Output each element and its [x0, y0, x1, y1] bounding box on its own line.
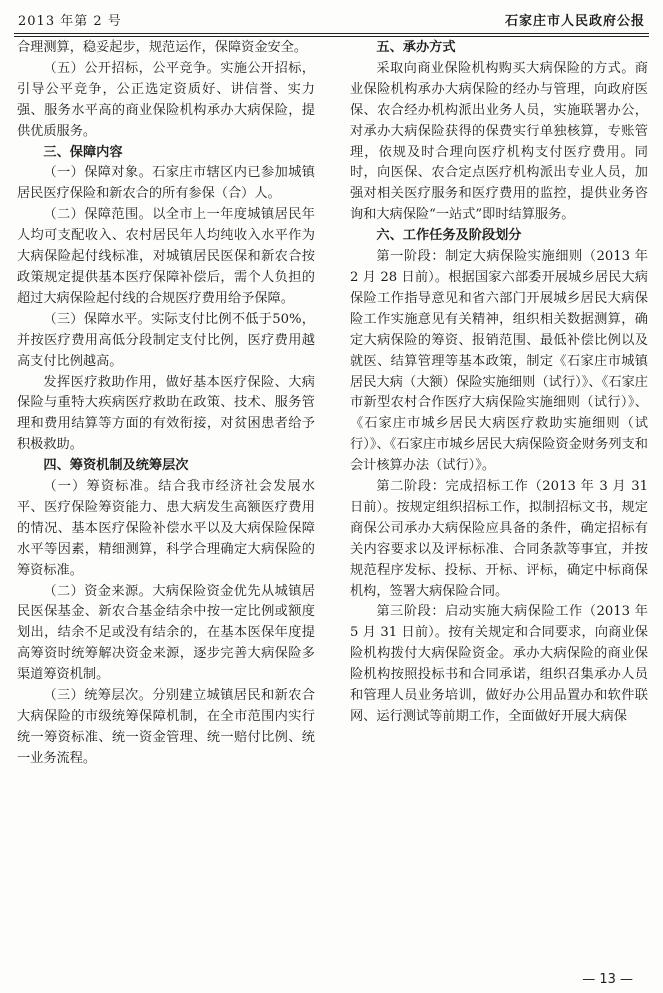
header-rule-thin	[14, 36, 649, 37]
paragraph: 第一阶段：制定大病保险实施细则（2013 年 2 月 28 日前）。根据国家六部委开展城乡居民大病保险工作指导意见和省六部门开展城乡居民大病保险工作实施意见有关精神，组织相关数据测算，确定大病保险的筹资、报销范围、最低补偿比例以及就医、结算管理等基本政策，制定《石家庄市城镇居民大病（大额）保险实施细则（试行）》、《石家庄市新型农村合作医疗大病保险实施细则（试行）》、《石家庄市城乡居民大病医疗救助实施细则（试行）》、《石家庄市城乡居民大病保险资金财务列支和会计核算办法（试行）》。	[350, 249, 648, 474]
paragraph: （二）资金来源。大病保险资金优先从城镇居民医保基金、新农合基金结余中按一定比例或额度划出，结余不足或没有结余的，在基本医保年度提高筹资时统筹解决资金来源，逐步完善大病保险多渠道筹资机制。	[17, 583, 315, 683]
page-header	[14, 6, 649, 30]
section-heading-4: 四、筹资机制及统筹层次	[43, 458, 189, 474]
paragraph: （二）保障范围。以全市上一年度城镇居民年人均可支配收入、农村居民年人均纯收入水平作为大病保险起付线标准，对城镇居民医保和新农合按政策规定提供基本医疗保障补偿后，需个人负担的超过大病保险起付线的合规医疗费用给予保障。	[17, 207, 315, 306]
paragraph: （三）保障水平。实际支付比例不低于50%，并按医疗费用高低分段制定支付比例，医疗费用越高支付比例越高。	[17, 311, 315, 369]
left-column	[17, 38, 315, 770]
section-heading-5: 五、承办方式	[376, 40, 456, 55]
publication-title: 石家庄市人民政府公报	[504, 14, 645, 29]
right-column	[350, 38, 648, 728]
page-number: — 13 —	[582, 972, 633, 987]
paragraph: 第二阶段：完成招标工作（2013 年 3 月 31 日前）。按规定组织招标工作，拟制招标文书，规定商保公司承办大病保险应具备的条件，确定招标有关内容要求以及评标标准、合同条款等事宜，并按规范程序发标、投标、开标、评标，确定中标商保机构，签署大病保险合同。	[350, 479, 648, 599]
paragraph: 第三阶段：启动实施大病保险工作（2013 年 5 月 31 日前）。按有关规定和合同要求，向商业保险机构拨付大病保险资金。承办大病保险的商业保险机构按照投标书和合同承诺，组织召集承办人员和管理人员业务培训，做好办公用品置办和软件联网、运行测试等前期工作，全面做好开展大病保	[350, 604, 648, 724]
paragraph: 合理测算，稳妥起步，规范运作，保障资金安全。	[17, 40, 308, 55]
paragraph: （一）筹资标准。结合我市经济社会发展水平、医疗保险筹资能力、患大病发生高额医疗费用的情况、基本医疗保险补偿水平以及大病保险保障水平等因素，精细测算，科学合理确定大病保险的筹资标准。	[17, 479, 315, 578]
paragraph: （三）统筹层次。分别建立城镇居民和新农合大病保险的市级统筹保障机制，在全市范围内实行统一筹资标准、统一资金管理、统一赔付比例、统一业务流程。	[17, 688, 315, 766]
paragraph: （五）公开招标，公平竞争。实施公开招标，引导公平竞争，公正选定资质好、讲信誉、实力强、服务水平高的商业保险机构承办大病保险，提供优质服务。	[17, 60, 315, 139]
paragraph: 采取向商业保险机构购买大病保险的方式。商业保险机构承办大病保险的经办与管理，向政府医保、农合经办机构派出业务人员，实施联署办公，对承办大病保险获得的保费实行单独核算，专账管理，依规及时合理向医疗机构支付医疗费用。同时，向医保、农合定点医疗机构派出专业人员，加强对相关医疗服务和医疗费用的监控，提供业务咨询和大病保险“一站式”即时结算服务。	[350, 60, 648, 223]
section-heading-6: 六、工作任务及阶段划分	[376, 228, 522, 244]
paragraph: 发挥医疗救助作用，做好基本医疗保险、大病保险与重特大疾病医疗救助在政策、技术、服务管理和费用结算等方面的有效衔接，对贫困患者给予积极救助。	[17, 374, 315, 453]
paragraph: （一）保障对象。石家庄市辖区内已参加城镇居民医疗保险和新农合的所有参保（合）人。	[17, 165, 315, 202]
section-heading-3: 三、保障内容	[43, 144, 123, 160]
issue-label: 2013 年第 2 号	[18, 14, 122, 29]
header-rule	[14, 33, 649, 34]
